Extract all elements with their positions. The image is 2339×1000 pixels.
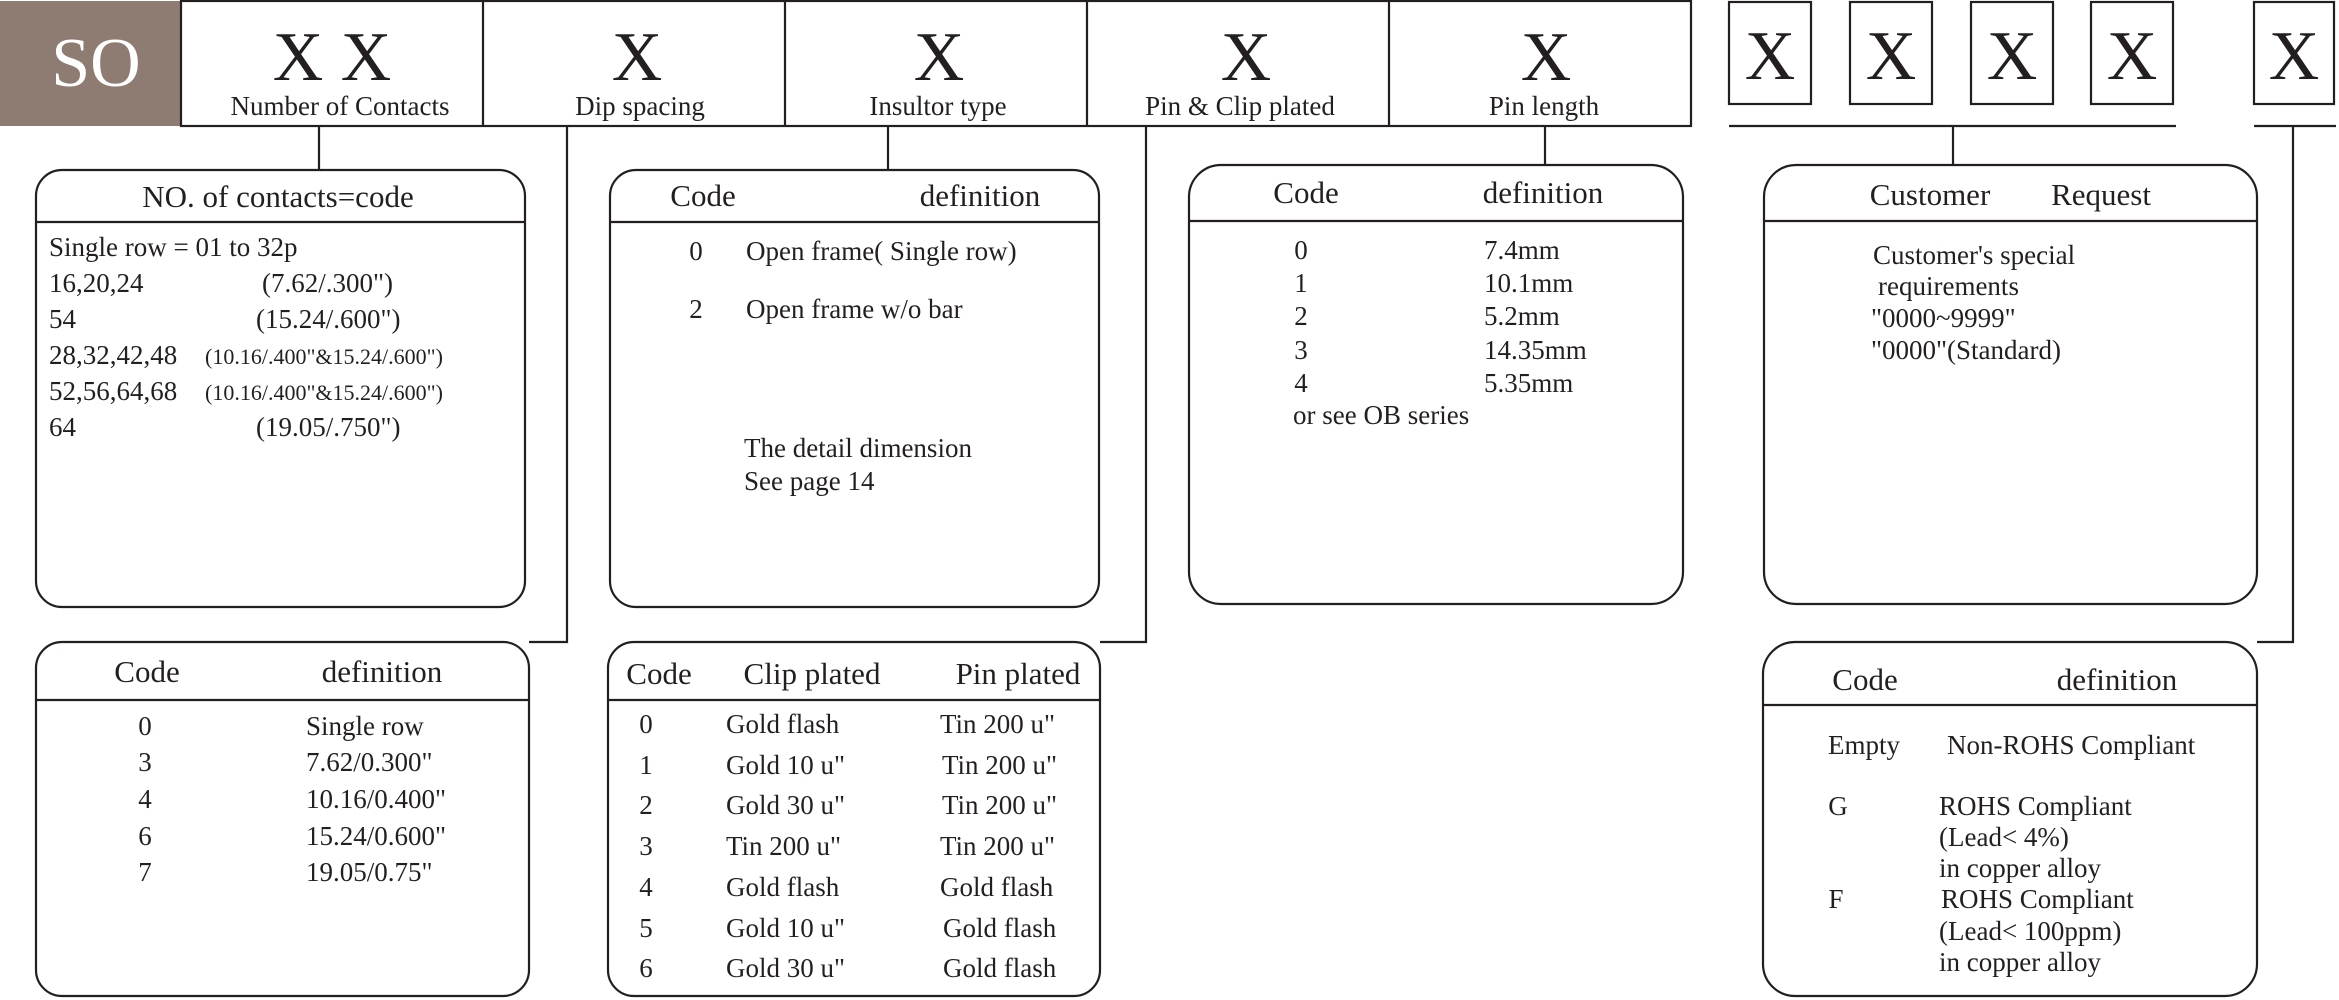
plating-row-code: 2 xyxy=(639,790,653,820)
plating-row-pin: Tin 200 u" xyxy=(942,790,1058,820)
pin-length-row-code: 4 xyxy=(1294,368,1308,398)
pin-length-row-code: 2 xyxy=(1294,301,1308,331)
customer-header-customer: Customer xyxy=(1869,177,1991,212)
plating-row-pin: Tin 200 u" xyxy=(940,831,1056,861)
dip-row-code: 3 xyxy=(138,747,152,777)
customer-panel xyxy=(1764,165,2257,604)
rohs-def-f: in copper alloy xyxy=(1939,947,2101,977)
plating-row-code: 3 xyxy=(639,831,653,861)
pin-length-header-code: Code xyxy=(1273,175,1339,210)
insulator-row-definition: Open frame( Single row) xyxy=(746,236,1017,266)
rohs-header-code: Code xyxy=(1832,662,1898,697)
suffix-code: X xyxy=(2268,18,2320,95)
contacts-row-spacing: (15.24/.600") xyxy=(256,304,401,334)
customer-code: X xyxy=(2106,18,2158,95)
plating-row-clip: Gold 30 u" xyxy=(726,790,846,820)
customer-code: X xyxy=(1744,18,1796,95)
segment-label-dip: Dip spacing xyxy=(575,91,705,121)
plating-row-pin: Gold flash xyxy=(943,953,1057,983)
pin-length-header-definition: definition xyxy=(1482,175,1604,210)
contacts-title: NO. of contacts=code xyxy=(142,179,414,214)
plating-header-code: Code xyxy=(626,656,692,691)
rohs-def-f: (Lead< 100ppm) xyxy=(1939,916,2122,946)
contacts-row-count: 54 xyxy=(49,304,76,334)
pin-length-row-code: 3 xyxy=(1294,335,1308,365)
pin-length-panel xyxy=(1189,165,1683,604)
plating-row-code: 1 xyxy=(639,750,653,780)
plating-row-clip: Gold 10 u" xyxy=(726,750,846,780)
customer-line: "0000"(Standard) xyxy=(1871,335,2062,365)
contacts-row-spacing: (19.05/.750") xyxy=(256,412,401,442)
segment-code-insulator: X xyxy=(913,19,965,96)
plating-row-code: 6 xyxy=(639,953,653,983)
connector-dip-spacing xyxy=(529,126,567,642)
rohs-def-empty: Non-ROHS Compliant xyxy=(1947,730,2196,760)
insulator-note: See page 14 xyxy=(744,466,875,496)
dip-row-definition: 10.16/0.400" xyxy=(306,784,447,814)
plating-header-pin: Pin plated xyxy=(955,656,1081,691)
prefix-code: SO xyxy=(51,25,141,102)
plating-row-pin: Gold flash xyxy=(940,872,1054,902)
insulator-header-code: Code xyxy=(670,178,736,213)
connector-suffix xyxy=(2257,126,2293,642)
plating-row-clip: Gold 30 u" xyxy=(726,953,846,983)
dip-row-definition: 7.62/0.300" xyxy=(306,747,433,777)
plating-header-clip: Clip plated xyxy=(743,656,881,691)
pin-length-row-definition: 7.4mm xyxy=(1484,235,1560,265)
contacts-single-row: Single row = 01 to 32p xyxy=(49,232,298,262)
dip-spacing-panel xyxy=(36,642,529,996)
contacts-row-count: 16,20,24 xyxy=(49,268,144,298)
customer-line: "0000~9999" xyxy=(1871,303,2016,333)
rohs-def-g: (Lead< 4%) xyxy=(1939,822,2069,852)
plating-row-pin: Tin 200 u" xyxy=(942,750,1058,780)
pin-length-row-definition: 5.2mm xyxy=(1484,301,1560,331)
customer-code: X xyxy=(1865,18,1917,95)
dip-row-code: 0 xyxy=(138,711,152,741)
segment-code-plating: X xyxy=(1220,19,1272,96)
plating-row-clip: Gold 10 u" xyxy=(726,913,846,943)
dip-row-code: 4 xyxy=(138,784,152,814)
insulator-header-definition: definition xyxy=(919,178,1041,213)
customer-line: Customer's special xyxy=(1873,240,2076,270)
contacts-row-count: 64 xyxy=(49,412,76,442)
pin-length-note: or see OB series xyxy=(1293,400,1470,430)
connector-plating xyxy=(1100,126,1146,642)
dip-row-code: 6 xyxy=(138,821,152,851)
segment-label-insulator: Insultor type xyxy=(869,91,1007,121)
insulator-row-code: 2 xyxy=(689,294,703,324)
plating-row-clip: Gold flash xyxy=(726,709,840,739)
segment-label-pin-length: Pin length xyxy=(1488,91,1600,121)
plating-row-clip: Tin 200 u" xyxy=(726,831,842,861)
customer-header-request: Request xyxy=(2051,177,2151,212)
contacts-row-spacing: (7.62/.300") xyxy=(262,268,394,298)
pin-length-row-code: 1 xyxy=(1294,268,1308,298)
rohs-def-g: in copper alloy xyxy=(1939,853,2101,883)
insulator-row-definition: Open frame w/o bar xyxy=(746,294,963,324)
dip-header-code: Code xyxy=(114,654,180,689)
plating-row-pin: Gold flash xyxy=(943,913,1057,943)
customer-code: X xyxy=(1986,18,2038,95)
rohs-def-f: ROHS Compliant xyxy=(1941,884,2134,914)
segment-label-contacts: Number of Contacts xyxy=(230,91,450,121)
contacts-row-count: 52,56,64,68 xyxy=(49,376,178,406)
segment-code-dip: X xyxy=(611,19,663,96)
segment-code-pin-length: X xyxy=(1520,19,1572,96)
rohs-code-empty: Empty xyxy=(1828,730,1900,760)
dip-row-definition: 15.24/0.600" xyxy=(306,821,447,851)
insulator-row-code: 0 xyxy=(689,236,703,266)
pin-length-row-definition: 10.1mm xyxy=(1484,268,1574,298)
plating-row-clip: Gold flash xyxy=(726,872,840,902)
dip-row-code: 7 xyxy=(138,857,152,887)
pin-length-row-definition: 5.35mm xyxy=(1484,368,1574,398)
segment-code-contacts: X X xyxy=(272,19,392,96)
customer-line: requirements xyxy=(1878,271,2019,301)
insulator-note: The detail dimension xyxy=(744,433,972,463)
pin-length-row-code: 0 xyxy=(1294,235,1308,265)
dip-header-definition: definition xyxy=(321,654,443,689)
contacts-row-count: 28,32,42,48 xyxy=(49,340,178,370)
plating-row-code: 5 xyxy=(639,913,653,943)
rohs-header-definition: definition xyxy=(2056,662,2178,697)
rohs-code-f: F xyxy=(1828,884,1844,914)
contacts-row-spacing: (10.16/.400"&15.24/.600") xyxy=(205,380,443,405)
plating-row-code: 0 xyxy=(639,709,653,739)
pin-length-row-definition: 14.35mm xyxy=(1484,335,1587,365)
plating-row-code: 4 xyxy=(639,872,653,902)
dip-row-definition: 19.05/0.75" xyxy=(306,857,433,887)
dip-row-definition: Single row xyxy=(306,711,424,741)
plating-row-pin: Tin 200 u" xyxy=(940,709,1056,739)
rohs-code-g: G xyxy=(1828,791,1848,821)
rohs-def-g: ROHS Compliant xyxy=(1939,791,2132,821)
segment-label-plating: Pin & Clip plated xyxy=(1145,91,1335,121)
contacts-row-spacing: (10.16/.400"&15.24/.600") xyxy=(205,344,443,369)
